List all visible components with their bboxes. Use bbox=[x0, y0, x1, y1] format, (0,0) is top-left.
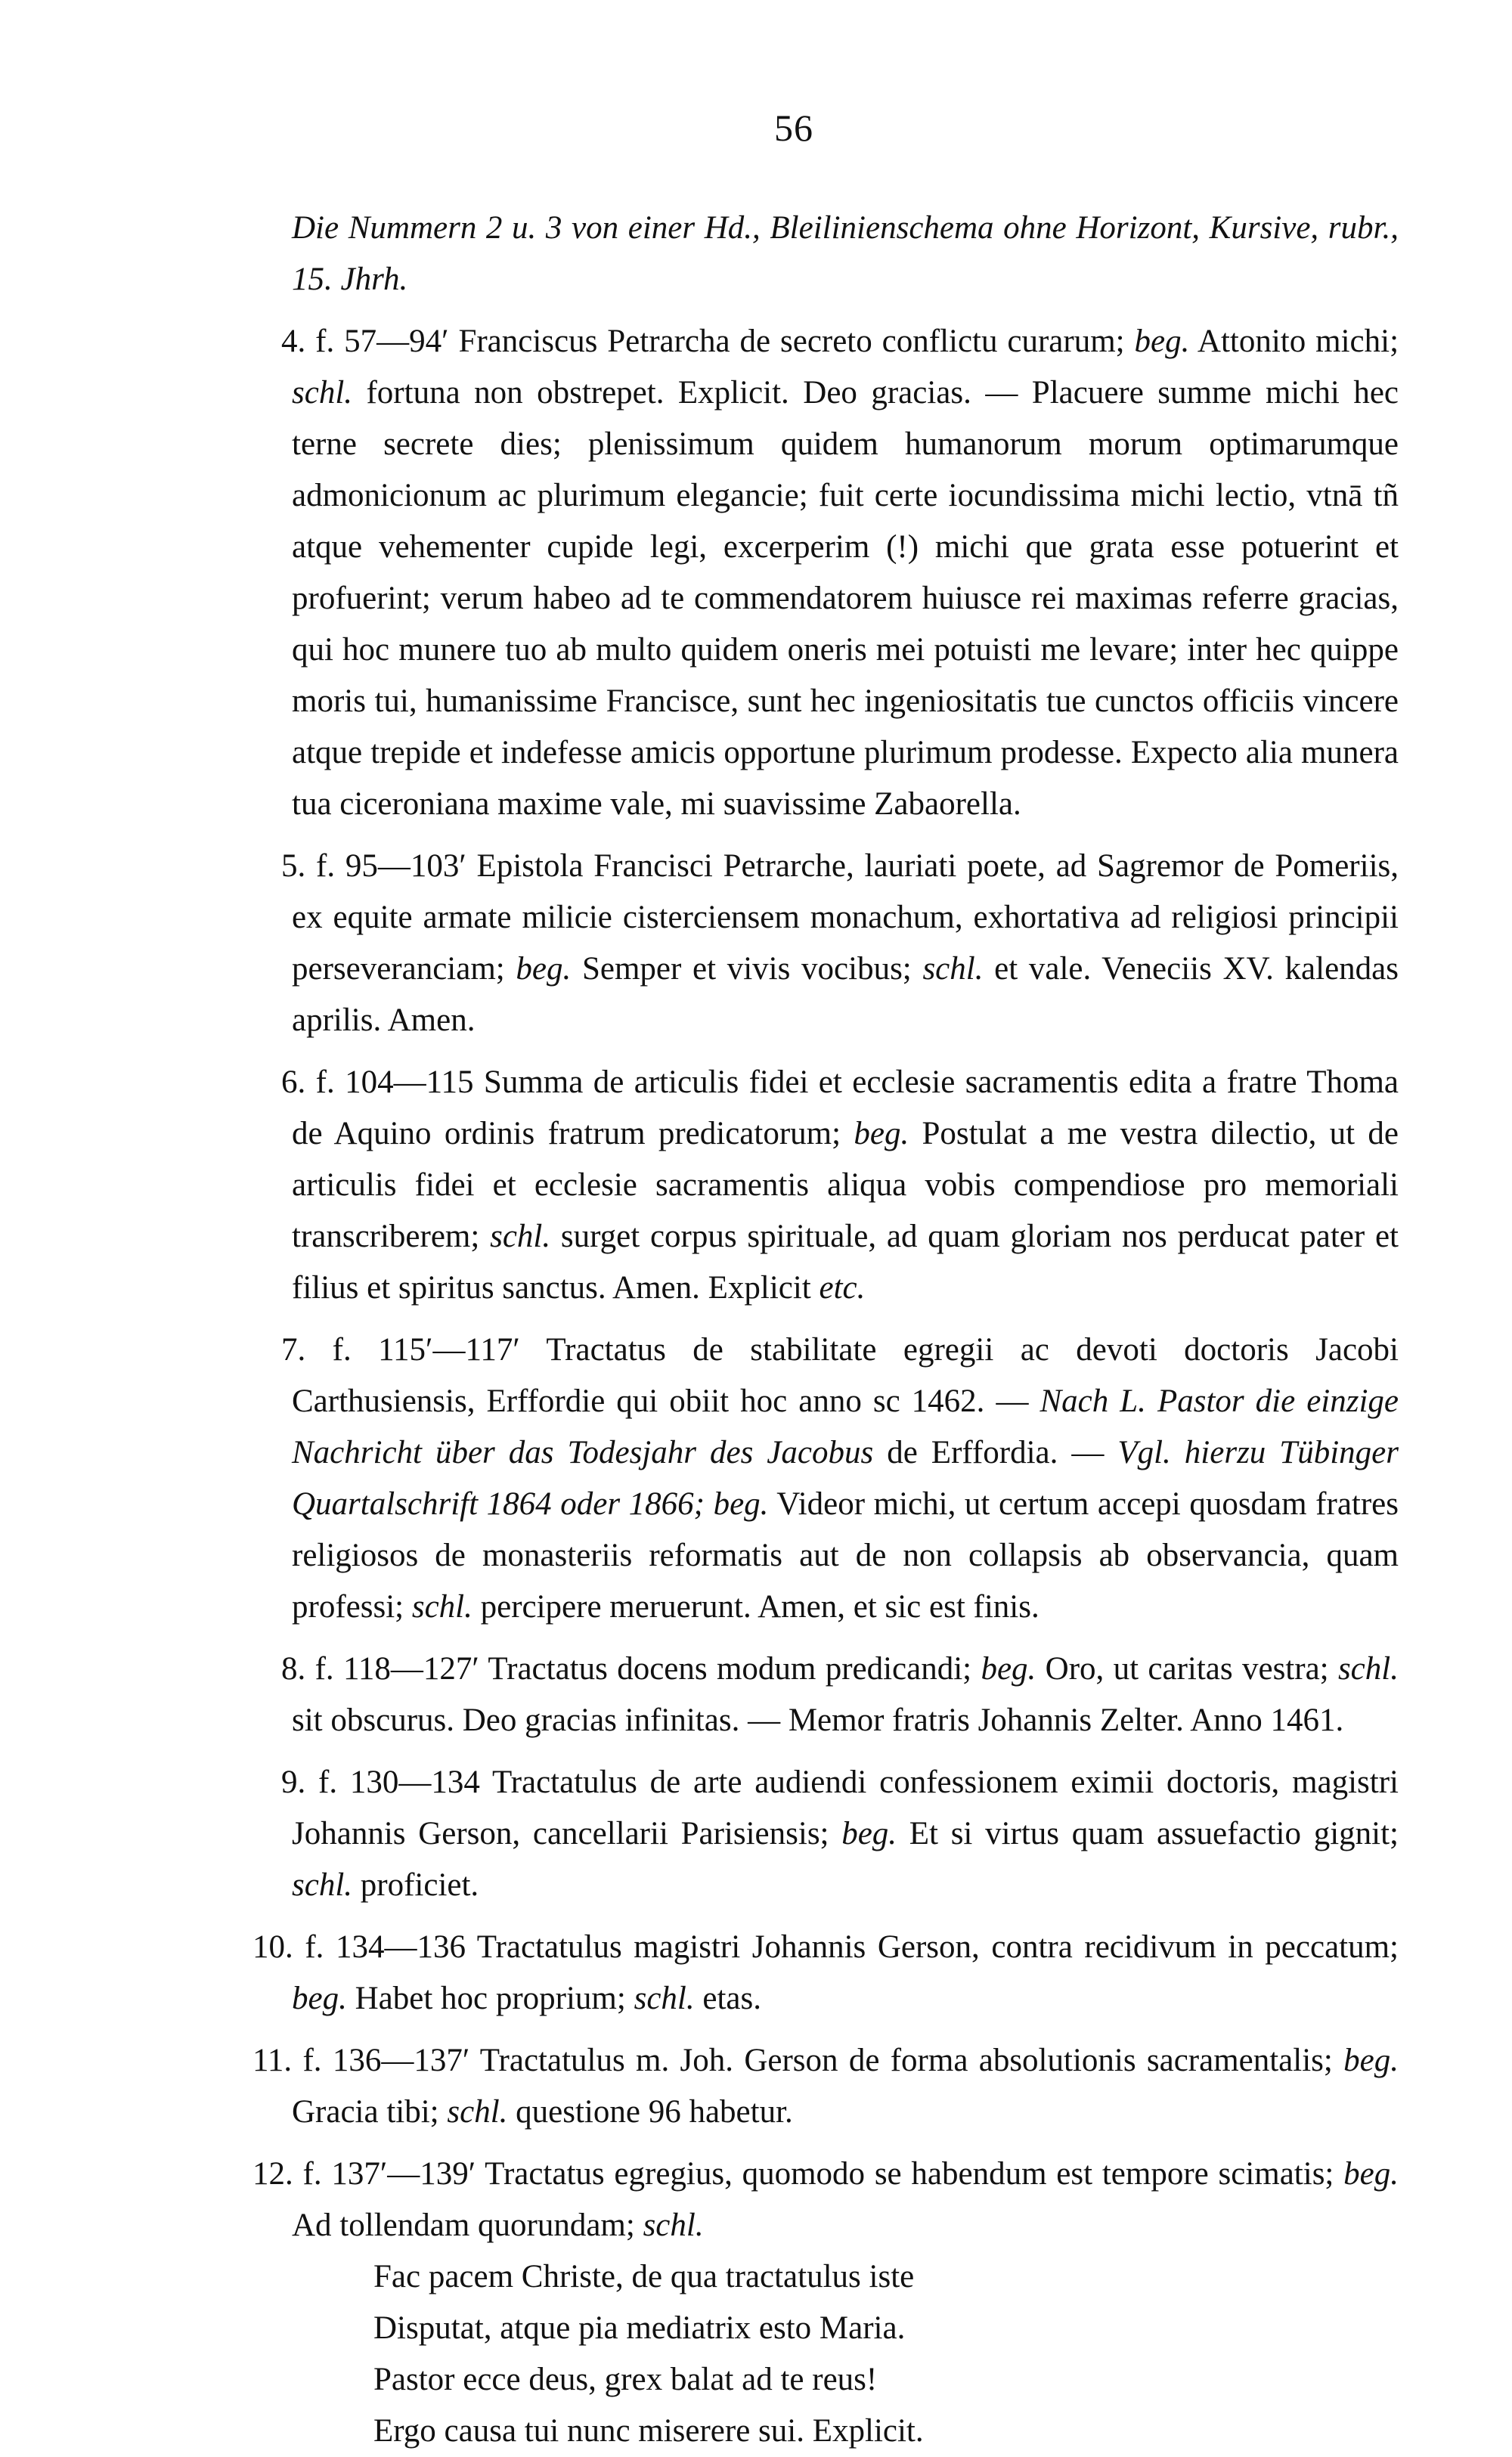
intro-note: Die Nummern 2 u. 3 von einer Hd., Bleilinienschema ohne Horizont, Kursive, rubr., 15. Jhrh. bbox=[292, 210, 1399, 297]
entry-folio-number: 12. f. 137′—139′ bbox=[253, 2156, 476, 2192]
entry-text-segment: surget corpus spirituale, ad quam gloriam nos perducat pater et filius et spiritus sanctus. Amen. Explicit bbox=[292, 1219, 1399, 1306]
italic-annotation: beg. bbox=[1134, 324, 1190, 359]
entry-text-segment: Videor michi, ut certum accepi quosdam fratres religiosos de monasteriis reformatis aut de non collapsis ab observancia, quam professi; bbox=[292, 1486, 1399, 1625]
entry-text bbox=[281, 1644, 1399, 1746]
verse-line: Pastor ecce deus, grex balat ad te reus! bbox=[373, 2362, 878, 2397]
catalog-entry bbox=[253, 2149, 1399, 2457]
italic-annotation: schl. bbox=[292, 375, 353, 411]
italic-annotation: beg. bbox=[516, 951, 572, 987]
entry-text-segment: Epistola Francisci Petrarche, lauriati poete, ad Sagremor de Pomeriis, ex equite armate milicie cisterciensem monachum, exhortativa ad religiosi principii perseveranciam; bbox=[292, 848, 1399, 987]
entry-text-segment: Tractatus de stabilitate egregii ac devoti doctoris Jacobi Carthusiensis, Erffordie qui obiit hoc anno sc 1462. — bbox=[292, 1332, 1399, 1419]
italic-annotation: Nach L. Pastor die einzige Nachricht über das Todesjahr des Jacobus bbox=[292, 1383, 1399, 1470]
verse-line: Ergo causa tui nunc miserere sui. Explicit. bbox=[373, 2413, 924, 2449]
entry-text bbox=[281, 1057, 1399, 1314]
entry-folio-number: 6. f. 104—115 bbox=[281, 1064, 474, 1100]
verse-line: Fac pacem Christe, de qua tractatulus iste bbox=[373, 2259, 915, 2294]
italic-annotation: schl. bbox=[411, 1589, 472, 1625]
entry-folio-number: 7. f. 115′—117′ bbox=[281, 1332, 520, 1368]
entry-text-segment: Tractatus egregius, quomodo se habendum est tempore scimatis; bbox=[476, 2156, 1344, 2192]
entry-text-segment: Attonito michi; bbox=[1189, 324, 1399, 359]
entry-text-segment: fortuna non obstrepet. Explicit. Deo gracias. — Placuere summe michi hec terne secrete dies; plenissimum quidem humanorum morum optimarumque admonicionum ac plurimum elegancie; fuit certe iocundissima michi lectio, vtnā tñ atque vehementer cupide legi, excerperim (!) michi que grata esse potuerint et profuerint; verum habeo ad te commendatorem huiusce rei maximas referre gracias, qui hoc munere tuo ab multo quidem oneris mei potuisti me levare; inter hec quippe moris tui, humanissime Francisce, sunt hec ingeniositatis tue cunctos officiis vincere atque trepide et indefesse amicis opportune plurimum prodesse. Expecto alia munera tua ciceroniana maxime vale, mi suavissime Zabaorella. bbox=[292, 375, 1399, 822]
entry-text bbox=[281, 316, 1399, 830]
catalog-entry bbox=[253, 1922, 1399, 2025]
italic-annotation: schl. bbox=[922, 951, 984, 987]
catalog-entry bbox=[281, 1325, 1399, 1633]
italic-annotation: beg. bbox=[841, 1816, 897, 1851]
entry-text-segment: de Erffordia. — bbox=[873, 1435, 1118, 1470]
entry-folio-number: 8. f. 118—127′ bbox=[281, 1651, 479, 1687]
entry-text-segment: percipere meruerunt. Amen, et sic est finis. bbox=[472, 1589, 1040, 1625]
entry-text bbox=[281, 1757, 1399, 1911]
entry-text-segment: Tractatulus m. Joh. Gerson de forma absolutionis sacramentalis; bbox=[469, 2043, 1344, 2078]
catalog-entry bbox=[281, 1057, 1399, 1314]
italic-annotation: beg. bbox=[981, 1651, 1036, 1687]
entry-text bbox=[253, 1922, 1399, 2025]
italic-annotation: schl. bbox=[490, 1219, 551, 1254]
entry-text-segment: etas. bbox=[694, 1981, 761, 2016]
page-number: 56 bbox=[774, 107, 813, 149]
entry-text-segment: sit obscurus. Deo gracias infinitas. — Memor fratris Johannis Zelter. Anno 1461. bbox=[292, 1703, 1344, 1738]
entry-text-segment: Tractatulus magistri Johannis Gerson, contra recidivum in peccatum; bbox=[465, 1929, 1399, 1965]
entry-text-segment: et vale. Veneciis XV. kalendas aprilis. Amen. bbox=[292, 951, 1399, 1038]
entry-text-segment: Postulat a me vestra dilectio, ut de articulis fidei et ecclesie sacramentis aliqua vobis compendiose pro memoriali transcriberem; bbox=[292, 1116, 1399, 1254]
entry-folio-number: 9. f. 130—134 bbox=[281, 1765, 480, 1800]
entry-text-segment: Habet hoc proprium; bbox=[346, 1981, 634, 2016]
entry-text-segment: Gracia tibi; bbox=[292, 2094, 448, 2130]
entry-folio-number: 11. f. 136—137′ bbox=[253, 2043, 470, 2078]
italic-annotation: beg. bbox=[1343, 2043, 1399, 2078]
italic-annotation: beg. bbox=[292, 1981, 347, 2016]
italic-annotation: Vgl. hierzu Tübinger Quartalschrift 1864 oder 1866; beg. bbox=[292, 1435, 1399, 1522]
italic-annotation: schl. bbox=[292, 1867, 353, 1903]
entry-text bbox=[281, 841, 1399, 1046]
italic-annotation: schl. bbox=[1337, 1651, 1399, 1687]
entry-text-segment: Tractatulus de arte audiendi confessionem eximii doctoris, magistri Johannis Gerson, cancellarii Parisiensis; bbox=[292, 1765, 1399, 1851]
entry-text-segment: Tractatus docens modum predicandi; bbox=[479, 1651, 981, 1687]
italic-annotation: schl. bbox=[447, 2094, 508, 2130]
entry-text-segment: Franciscus Petrarcha de secreto conflictu curarum; bbox=[448, 324, 1135, 359]
catalog-entry bbox=[281, 316, 1399, 830]
catalog-entry bbox=[253, 2035, 1399, 2138]
verse-block bbox=[373, 2251, 1399, 2457]
entry-text-segment: proficiet. bbox=[352, 1867, 479, 1903]
entry-text-segment: questione 96 habetur. bbox=[507, 2094, 793, 2130]
entry-text bbox=[281, 1325, 1399, 1633]
entry-text bbox=[253, 2149, 1399, 2251]
catalog-entry bbox=[281, 841, 1399, 1046]
verse-line: Disputat, atque pia mediatrix esto Maria. bbox=[373, 2310, 906, 2346]
entry-folio-number: 10. f. 134—136 bbox=[253, 1929, 466, 1965]
entry-text bbox=[253, 2035, 1399, 2138]
entry-text-segment: Et si virtus quam assuefactio gignit; bbox=[897, 1816, 1399, 1851]
entry-text-segment: Oro, ut caritas vestra; bbox=[1036, 1651, 1338, 1687]
entry-text-segment: Summa de articulis fidei et ecclesie sacramentis edita a fratre Thoma de Aquino ordinis fratrum predicatorum; bbox=[292, 1064, 1399, 1151]
entry-text-segment: Ad tollendam quorundam; bbox=[292, 2208, 643, 2243]
entry-folio-number: 5. f. 95—103′ bbox=[281, 848, 466, 884]
catalog-entry bbox=[281, 1644, 1399, 1746]
entry-text-segment: Semper et vivis vocibus; bbox=[571, 951, 923, 987]
entries-list bbox=[253, 316, 1399, 2457]
catalog-body bbox=[253, 203, 1399, 2457]
italic-annotation: schl. bbox=[643, 2208, 704, 2243]
italic-annotation: beg. bbox=[854, 1116, 909, 1151]
entry-folio-number: 4. f. 57—94′ bbox=[281, 324, 449, 359]
italic-annotation: schl. bbox=[634, 1981, 695, 2016]
italic-annotation: beg. bbox=[1343, 2156, 1399, 2192]
catalog-entry bbox=[281, 1757, 1399, 1911]
italic-annotation: etc. bbox=[819, 1270, 866, 1306]
